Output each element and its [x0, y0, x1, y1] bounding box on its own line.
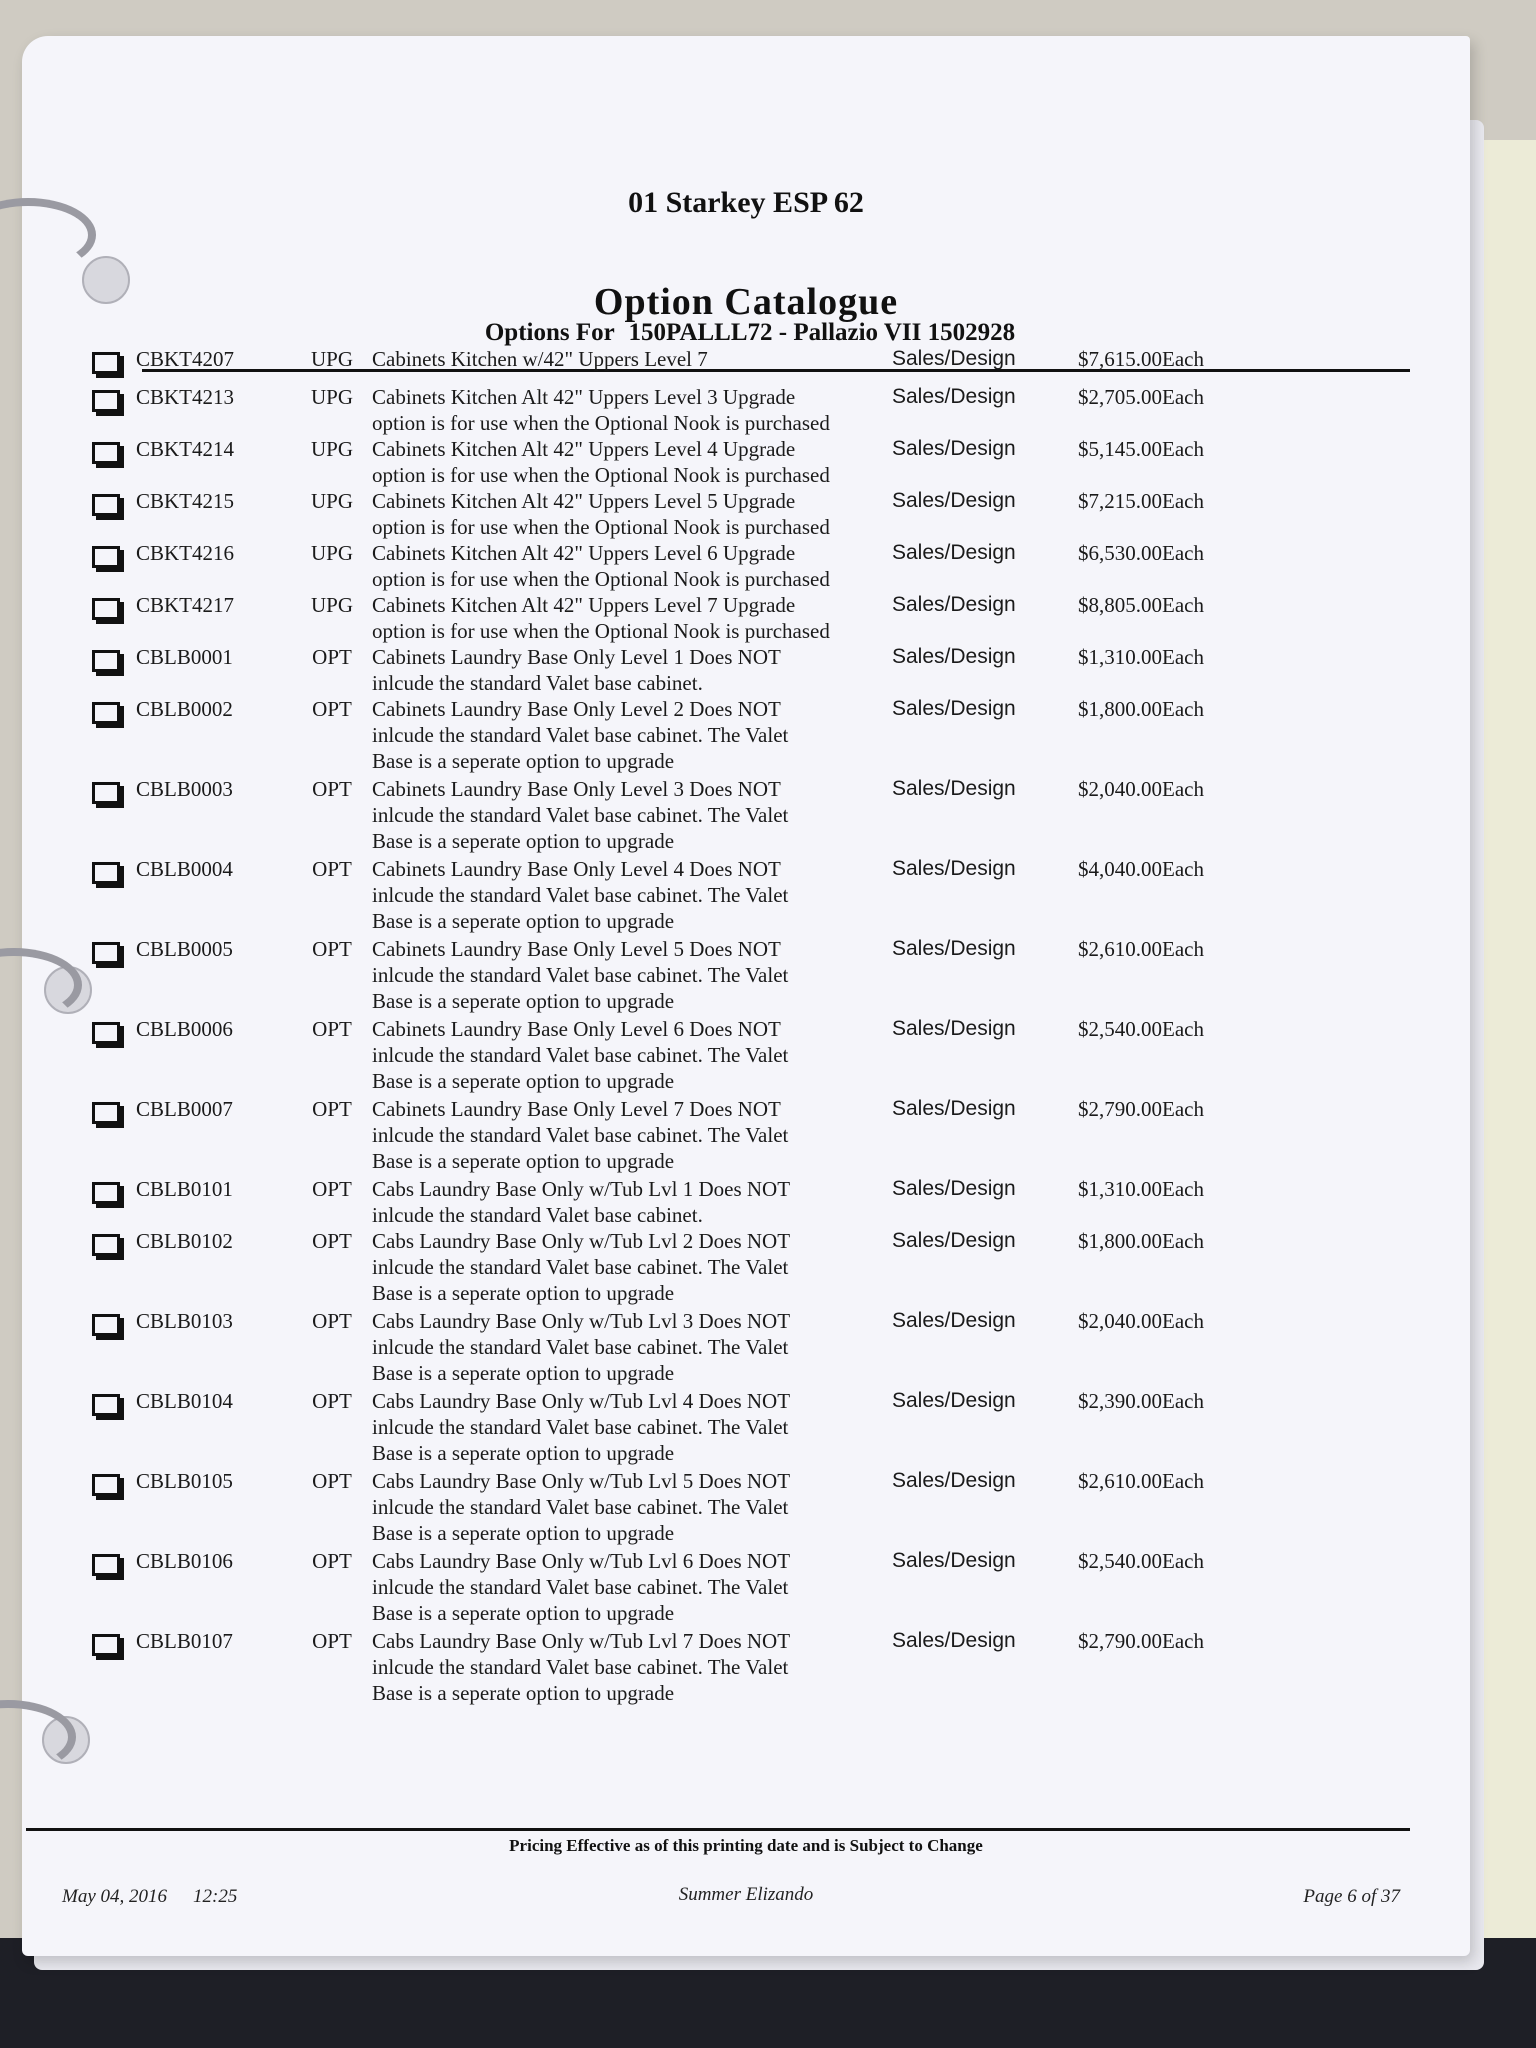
- description-line: inlcude the standard Valet base cabinet. The Valet: [372, 803, 789, 827]
- description-line: Cabinets Kitchen Alt 42" Uppers Level 7 Upgrade: [372, 593, 796, 617]
- description-line: Cabs Laundry Base Only w/Tub Lvl 1 Does NOT: [372, 1177, 791, 1201]
- option-description: [372, 644, 892, 696]
- option-row: [92, 1308, 1222, 1388]
- checkbox-icon: [92, 494, 120, 516]
- description-line: Base is a seperate option to upgrade: [372, 829, 675, 853]
- option-type: UPG: [310, 385, 353, 409]
- option-type: OPT: [312, 937, 352, 961]
- option-unit: Each: [1162, 777, 1204, 801]
- checkbox-icon: [92, 390, 120, 412]
- description-line: Cabs Laundry Base Only w/Tub Lvl 3 Does NOT: [372, 1309, 791, 1333]
- description-line: Base is a seperate option to upgrade: [372, 749, 675, 773]
- checkbox-icon: [92, 1182, 120, 1204]
- option-type: UPG: [310, 489, 353, 513]
- option-code: CBLB0103: [136, 1309, 233, 1333]
- checkbox-icon: [92, 598, 120, 620]
- description-line: Cabinets Kitchen Alt 42" Uppers Level 6 Upgrade: [372, 541, 796, 565]
- option-type: UPG: [310, 347, 353, 371]
- option-type: OPT: [312, 645, 352, 669]
- subtitle-prefix: Options For: [484, 319, 615, 346]
- option-unit: Each: [1162, 1389, 1204, 1413]
- checkbox-icon: [92, 1554, 120, 1576]
- checkbox-icon: [92, 862, 120, 884]
- option-group: Sales/Design: [892, 489, 1016, 512]
- checkbox-icon: [92, 1474, 120, 1496]
- checkbox-icon: [92, 942, 120, 964]
- option-row: [92, 1628, 1222, 1708]
- option-group: Sales/Design: [892, 1549, 1016, 1572]
- option-group: Sales/Design: [892, 1469, 1016, 1492]
- option-description: [372, 1308, 892, 1388]
- option-row: [92, 346, 1222, 384]
- option-code: CBLB0106: [136, 1549, 233, 1573]
- option-unit: Each: [1162, 1229, 1204, 1253]
- description-line: Cabs Laundry Base Only w/Tub Lvl 6 Does NOT: [372, 1549, 791, 1573]
- description-line: inlcude the standard Valet base cabinet.: [372, 671, 703, 695]
- description-line: Base is a seperate option to upgrade: [372, 1681, 675, 1705]
- row-marker-cell: [92, 1308, 136, 1388]
- option-description: [372, 346, 892, 384]
- description-line: option is for use when the Optional Nook is purchased: [372, 567, 830, 591]
- description-line: inlcude the standard Valet base cabinet. The Valet: [372, 1255, 789, 1279]
- option-group: Sales/Design: [892, 937, 1016, 960]
- option-price: $1,800.00: [1078, 1229, 1162, 1253]
- option-price: $2,390.00: [1078, 1389, 1162, 1413]
- option-unit: Each: [1162, 937, 1204, 961]
- option-unit: Each: [1162, 1629, 1204, 1653]
- option-row: [92, 644, 1222, 696]
- checkbox-icon: [92, 1394, 120, 1416]
- option-row: [92, 1016, 1222, 1096]
- description-line: Cabinets Kitchen Alt 42" Uppers Level 5 Upgrade: [372, 489, 796, 513]
- option-code: CBLB0007: [136, 1097, 233, 1121]
- option-description: [372, 776, 892, 856]
- option-row: [92, 592, 1222, 644]
- row-marker-cell: [92, 346, 136, 384]
- option-unit: Each: [1162, 347, 1204, 371]
- option-row: [92, 384, 1222, 436]
- option-code: CBKT4217: [136, 593, 235, 617]
- option-code: CBLB0102: [136, 1229, 233, 1253]
- option-description: [372, 592, 892, 644]
- option-code: CBLB0107: [136, 1629, 233, 1653]
- option-price: $1,800.00: [1078, 697, 1162, 721]
- print-date-value: May 04, 2016: [62, 1886, 168, 1907]
- option-description: [372, 1016, 892, 1096]
- option-group: Sales/Design: [892, 541, 1016, 564]
- description-line: inlcude the standard Valet base cabinet. The Valet: [372, 1415, 789, 1439]
- print-time: 12:25: [193, 1886, 238, 1907]
- description-line: Cabinets Kitchen Alt 42" Uppers Level 4 Upgrade: [372, 437, 796, 461]
- description-line: Cabs Laundry Base Only w/Tub Lvl 4 Does NOT: [372, 1389, 791, 1413]
- option-unit: Each: [1162, 645, 1204, 669]
- option-code: CBKT4207: [136, 347, 235, 371]
- option-price: $6,530.00: [1078, 541, 1162, 565]
- description-line: Cabs Laundry Base Only w/Tub Lvl 7 Does NOT: [372, 1629, 791, 1653]
- option-unit: Each: [1162, 1309, 1204, 1333]
- option-description: [372, 1176, 892, 1228]
- row-marker-cell: [92, 1096, 136, 1176]
- option-price: $2,610.00: [1078, 937, 1162, 961]
- checkbox-icon: [92, 650, 120, 672]
- option-price: $2,790.00: [1078, 1629, 1162, 1653]
- description-line: Cabinets Laundry Base Only Level 7 Does NOT: [372, 1097, 781, 1121]
- checkbox-icon: [92, 1314, 120, 1336]
- description-line: Base is a seperate option to upgrade: [372, 1601, 675, 1625]
- option-description: [372, 1468, 892, 1548]
- option-price: $4,040.00: [1078, 857, 1162, 881]
- description-line: inlcude the standard Valet base cabinet. The Valet: [372, 1043, 789, 1067]
- option-description: [372, 488, 892, 540]
- option-row: [92, 1468, 1222, 1548]
- description-line: inlcude the standard Valet base cabinet. The Valet: [372, 1495, 789, 1519]
- option-code: CBLB0104: [136, 1389, 233, 1413]
- description-line: inlcude the standard Valet base cabinet. The Valet: [372, 1655, 789, 1679]
- options-table: [92, 346, 1222, 1708]
- description-line: Base is a seperate option to upgrade: [372, 989, 675, 1013]
- option-group: Sales/Design: [892, 1017, 1016, 1040]
- description-line: inlcude the standard Valet base cabinet. The Valet: [372, 1123, 789, 1147]
- description-line: option is for use when the Optional Nook is purchased: [372, 463, 830, 487]
- option-type: OPT: [312, 777, 352, 801]
- option-type: OPT: [312, 697, 352, 721]
- checkbox-icon: [92, 702, 120, 724]
- option-description: [372, 1628, 892, 1708]
- option-unit: Each: [1162, 697, 1204, 721]
- description-line: inlcude the standard Valet base cabinet. The Valet: [372, 1335, 789, 1359]
- option-price: $1,310.00: [1078, 645, 1162, 669]
- option-group: Sales/Design: [892, 1389, 1016, 1412]
- option-row: [92, 1388, 1222, 1468]
- option-unit: Each: [1162, 385, 1204, 409]
- option-code: CBLB0105: [136, 1469, 233, 1493]
- option-row: [92, 540, 1222, 592]
- option-unit: Each: [1162, 1177, 1204, 1201]
- description-line: Base is a seperate option to upgrade: [372, 1361, 675, 1385]
- description-line: Cabinets Laundry Base Only Level 6 Does NOT: [372, 1017, 781, 1041]
- description-line: Cabinets Laundry Base Only Level 5 Does NOT: [372, 937, 781, 961]
- option-row: [92, 856, 1222, 936]
- description-line: option is for use when the Optional Nook is purchased: [372, 515, 830, 539]
- printed-by: Summer Elizando: [678, 1884, 814, 1905]
- option-type: OPT: [312, 1629, 352, 1653]
- option-description: [372, 540, 892, 592]
- row-marker-cell: [92, 592, 136, 644]
- subtitle-plan: 150PALLL72 - Pallazio VII 1502928: [628, 319, 1016, 346]
- description-line: inlcude the standard Valet base cabinet. The Valet: [372, 963, 789, 987]
- option-price: $7,215.00: [1078, 489, 1162, 513]
- option-type: OPT: [312, 1229, 352, 1253]
- option-type: OPT: [312, 1549, 352, 1573]
- option-price: $1,310.00: [1078, 1177, 1162, 1201]
- description-line: inlcude the standard Valet base cabinet.: [372, 1203, 703, 1227]
- option-row: [92, 776, 1222, 856]
- row-marker-cell: [92, 696, 136, 776]
- description-line: option is for use when the Optional Nook is purchased: [372, 619, 830, 643]
- description-line: Cabs Laundry Base Only w/Tub Lvl 5 Does NOT: [372, 1469, 791, 1493]
- checkbox-icon: [92, 546, 120, 568]
- option-group: Sales/Design: [892, 1629, 1016, 1652]
- option-description: [372, 856, 892, 936]
- option-unit: Each: [1162, 593, 1204, 617]
- option-code: CBKT4214: [136, 437, 235, 461]
- option-group: Sales/Design: [892, 385, 1016, 408]
- store-name: 01 Starkey ESP 62: [628, 186, 864, 219]
- option-type: OPT: [312, 1097, 352, 1121]
- option-description: [372, 696, 892, 776]
- option-code: CBLB0006: [136, 1017, 233, 1041]
- option-group: Sales/Design: [892, 857, 1016, 880]
- option-price: $8,805.00: [1078, 593, 1162, 617]
- page-subtitle: [22, 319, 1470, 347]
- option-code: CBLB0002: [136, 697, 233, 721]
- option-code: CBLB0003: [136, 777, 233, 801]
- option-price: $2,540.00: [1078, 1549, 1162, 1573]
- option-description: [372, 436, 892, 488]
- option-row: [92, 936, 1222, 1016]
- option-price: $2,040.00: [1078, 777, 1162, 801]
- description-line: option is for use when the Optional Nook is purchased: [372, 411, 830, 435]
- option-unit: Each: [1162, 857, 1204, 881]
- row-marker-cell: [92, 1228, 136, 1308]
- option-price: $2,610.00: [1078, 1469, 1162, 1493]
- option-description: [372, 1388, 892, 1468]
- option-group: Sales/Design: [892, 1097, 1016, 1120]
- option-row: [92, 1096, 1222, 1176]
- checkbox-icon: [92, 1234, 120, 1256]
- description-line: Cabinets Laundry Base Only Level 3 Does NOT: [372, 777, 781, 801]
- option-unit: Each: [1162, 1469, 1204, 1493]
- option-code: CBLB0005: [136, 937, 233, 961]
- option-type: OPT: [312, 1389, 352, 1413]
- row-marker-cell: [92, 856, 136, 936]
- row-marker-cell: [92, 644, 136, 696]
- row-marker-cell: [92, 936, 136, 1016]
- option-row: [92, 488, 1222, 540]
- row-marker-cell: [92, 1388, 136, 1468]
- option-group: Sales/Design: [892, 437, 1016, 460]
- option-group: Sales/Design: [892, 645, 1016, 668]
- option-group: Sales/Design: [892, 1177, 1016, 1200]
- description-line: Base is a seperate option to upgrade: [372, 909, 675, 933]
- description-line: Cabinets Kitchen w/42" Uppers Level 7: [372, 347, 708, 371]
- description-line: Cabs Laundry Base Only w/Tub Lvl 2 Does NOT: [372, 1229, 791, 1253]
- option-unit: Each: [1162, 1549, 1204, 1573]
- checkbox-icon: [92, 1102, 120, 1124]
- description-line: Base is a seperate option to upgrade: [372, 1281, 675, 1305]
- option-price: $2,040.00: [1078, 1309, 1162, 1333]
- option-price: $2,705.00: [1078, 385, 1162, 409]
- option-type: UPG: [310, 437, 353, 461]
- option-price: $2,790.00: [1078, 1097, 1162, 1121]
- option-description: [372, 384, 892, 436]
- option-type: OPT: [312, 1309, 352, 1333]
- description-line: Base is a seperate option to upgrade: [372, 1069, 675, 1093]
- option-row: [92, 1176, 1222, 1228]
- checkbox-icon: [92, 1022, 120, 1044]
- footer-rule: [26, 1828, 1410, 1831]
- option-unit: Each: [1162, 541, 1204, 565]
- option-description: [372, 1096, 892, 1176]
- option-code: CBLB0004: [136, 857, 233, 881]
- option-code: CBLB0101: [136, 1177, 233, 1201]
- option-code: CBKT4215: [136, 489, 235, 513]
- option-description: [372, 936, 892, 1016]
- checkbox-icon: [92, 782, 120, 804]
- description-line: inlcude the standard Valet base cabinet. The Valet: [372, 723, 789, 747]
- option-code: CBLB0001: [136, 645, 233, 669]
- description-line: Base is a seperate option to upgrade: [372, 1441, 675, 1465]
- option-unit: Each: [1162, 489, 1204, 513]
- option-type: OPT: [312, 857, 352, 881]
- option-unit: Each: [1162, 1017, 1204, 1041]
- option-group: Sales/Design: [892, 1229, 1016, 1252]
- catalogue-page: [22, 36, 1470, 1956]
- checkbox-icon: [92, 352, 120, 374]
- option-unit: Each: [1162, 437, 1204, 461]
- description-line: inlcude the standard Valet base cabinet. The Valet: [372, 1575, 789, 1599]
- option-type: OPT: [312, 1017, 352, 1041]
- option-row: [92, 1228, 1222, 1308]
- option-row: [92, 696, 1222, 776]
- row-marker-cell: [92, 1468, 136, 1548]
- row-marker-cell: [92, 384, 136, 436]
- row-marker-cell: [92, 1548, 136, 1628]
- row-marker-cell: [92, 1628, 136, 1708]
- checkbox-icon: [92, 1634, 120, 1656]
- option-unit: Each: [1162, 1097, 1204, 1121]
- option-group: Sales/Design: [892, 777, 1016, 800]
- pricing-note: Pricing Effective as of this printing date and is Subject to Change: [509, 1836, 983, 1855]
- row-marker-cell: [92, 1176, 136, 1228]
- option-group: Sales/Design: [892, 593, 1016, 616]
- row-marker-cell: [92, 776, 136, 856]
- option-group: Sales/Design: [892, 697, 1016, 720]
- option-group: Sales/Design: [892, 347, 1016, 370]
- option-code: CBKT4216: [136, 541, 235, 565]
- row-marker-cell: [92, 436, 136, 488]
- description-line: Base is a seperate option to upgrade: [372, 1521, 675, 1545]
- row-marker-cell: [92, 540, 136, 592]
- row-marker-cell: [92, 1016, 136, 1096]
- option-price: $2,540.00: [1078, 1017, 1162, 1041]
- option-group: Sales/Design: [892, 1309, 1016, 1332]
- option-row: [92, 436, 1222, 488]
- description-line: inlcude the standard Valet base cabinet. The Valet: [372, 883, 789, 907]
- option-type: OPT: [312, 1177, 352, 1201]
- checkbox-icon: [92, 442, 120, 464]
- page-number: Page 6 of 37: [1303, 1886, 1400, 1907]
- description-line: Cabinets Kitchen Alt 42" Uppers Level 3 Upgrade: [372, 385, 796, 409]
- option-description: [372, 1548, 892, 1628]
- option-type: UPG: [310, 593, 353, 617]
- row-marker-cell: [92, 488, 136, 540]
- description-line: Base is a seperate option to upgrade: [372, 1149, 675, 1173]
- option-row: [92, 1548, 1222, 1628]
- option-price: $7,615.00: [1078, 347, 1162, 371]
- option-type: UPG: [310, 541, 353, 565]
- option-code: CBKT4213: [136, 385, 235, 409]
- page-title: Option Catalogue: [593, 281, 899, 323]
- option-price: $5,145.00: [1078, 437, 1162, 461]
- option-type: OPT: [312, 1469, 352, 1493]
- description-line: Cabinets Laundry Base Only Level 1 Does NOT: [372, 645, 781, 669]
- option-description: [372, 1228, 892, 1308]
- description-line: Cabinets Laundry Base Only Level 2 Does NOT: [372, 697, 781, 721]
- description-line: Cabinets Laundry Base Only Level 4 Does NOT: [372, 857, 781, 881]
